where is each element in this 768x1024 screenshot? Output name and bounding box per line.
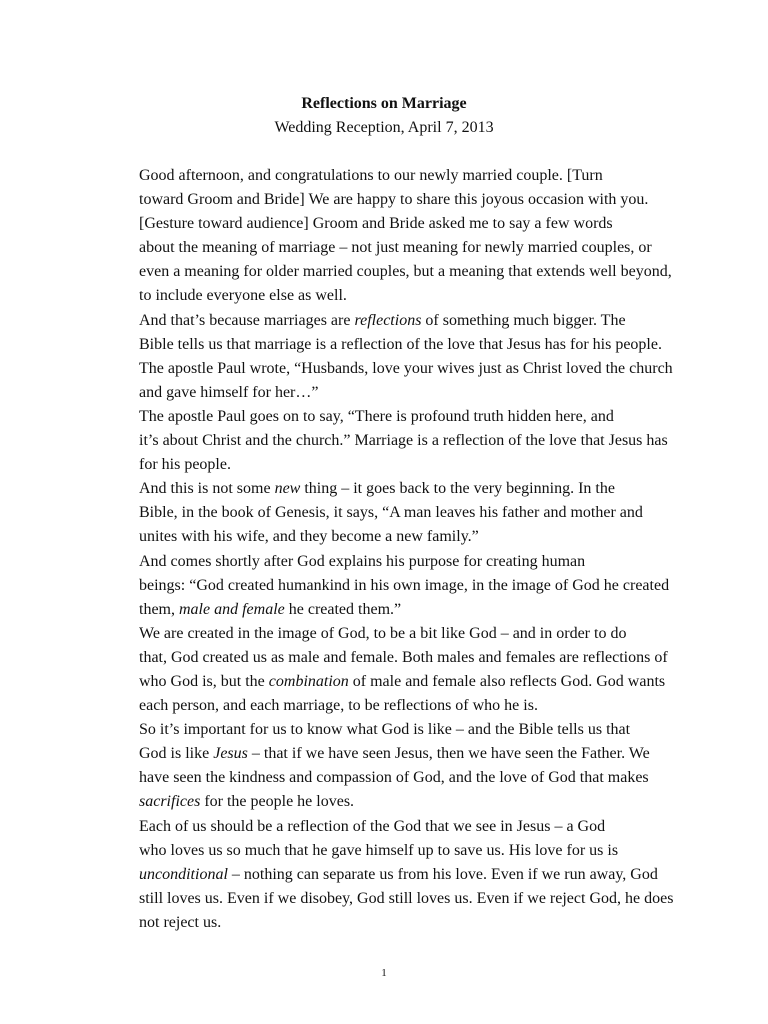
emphasized-text: reflections (354, 311, 422, 329)
text-run: them, (139, 600, 179, 618)
text-line (91, 646, 674, 670)
text-line (91, 188, 674, 212)
paragraph (91, 164, 674, 212)
text-line (91, 887, 674, 911)
text-run: God is like (139, 745, 214, 763)
text-run: of something much bigger. The (421, 311, 626, 329)
text-run: still loves us. Even if we disobey, God still loves us. Even if we reject God, he does (139, 889, 674, 907)
paragraph (91, 550, 674, 622)
text-run: have seen the kindness and compassion of God, and the love of God that makes (139, 769, 649, 787)
text-line (91, 284, 674, 308)
text-run: The apostle Paul wrote, “Husbands, love your wives just as Christ loved the church (139, 359, 673, 377)
page-title: Reflections on Marriage (301, 95, 467, 112)
text-line (91, 453, 674, 477)
emphasized-text: new (274, 480, 301, 498)
text-line (91, 381, 674, 405)
text-run: it’s about Christ and the church.” Marriage is a reflection of the love that Jesus has (139, 432, 668, 450)
text-run: Bible, in the book of Genesis, it says, “A man leaves his father and mother and (139, 504, 643, 522)
text-line (91, 212, 674, 236)
text-run: Each of us should be a reflection of the God that we see in Jesus – a God (139, 817, 606, 835)
text-line (91, 839, 674, 863)
text-run: thing – it goes back to the very beginning. In the (300, 480, 615, 498)
text-run: – that if we have seen Jesus, then we have seen the Father. We (247, 745, 650, 763)
text-line (91, 790, 674, 814)
text-line (91, 477, 674, 501)
text-run: not reject us. (139, 913, 222, 931)
text-line (91, 742, 674, 766)
text-line (91, 429, 674, 453)
text-run: And this is not some (139, 480, 275, 498)
page-subtitle: Wedding Reception, April 7, 2013 (274, 119, 494, 136)
text-run: even a meaning for older married couples, but a meaning that extends well beyond, (139, 263, 672, 281)
paragraph (91, 622, 674, 718)
text-line (91, 694, 674, 718)
paragraph (91, 477, 674, 549)
text-run: Bible tells us that marriage is a reflection of the love that Jesus has for his people. (139, 335, 662, 353)
text-line (91, 550, 674, 574)
text-line (91, 622, 674, 646)
text-run: The apostle Paul goes on to say, “There is profound truth hidden here, and (139, 407, 614, 425)
paragraph (91, 718, 674, 814)
paragraph (91, 309, 674, 405)
paragraph (91, 212, 674, 308)
text-run: toward Groom and Bride] We are happy to share this joyous occasion with you. (139, 191, 649, 209)
text-line (91, 815, 674, 839)
page-number: 1 (381, 967, 387, 979)
text-run: [Gesture toward audience] Groom and Bride asked me to say a few words (139, 215, 613, 233)
text-run: unites with his wife, and they become a new family.” (139, 528, 479, 546)
emphasized-text: sacrifices (139, 793, 201, 811)
text-run: of male and female also reflects God. God wants (348, 672, 666, 690)
text-run: for the people he loves. (200, 793, 355, 811)
emphasized-text: male and female (179, 600, 285, 618)
paragraph (91, 815, 674, 935)
text-run: We are created in the image of God, to be a bit like God – and in order to do (139, 624, 627, 642)
text-line (91, 357, 674, 381)
text-run: to include everyone else as well. (139, 287, 347, 305)
text-run: who God is, but the (139, 672, 269, 690)
text-line (91, 766, 674, 790)
speech-body (91, 164, 674, 935)
text-line (91, 863, 674, 887)
text-run: So it’s important for us to know what God is like – and the Bible tells us that (139, 721, 631, 739)
text-run: And that’s because marriages are (139, 311, 355, 329)
text-run: – nothing can separate us from his love. Even if we run away, God (227, 865, 658, 883)
text-line (91, 260, 674, 284)
text-run: about the meaning of marriage – not just meaning for newly married couples, or (139, 239, 652, 257)
text-run: each person, and each marriage, to be reflections of who he is. (139, 697, 538, 715)
text-line (91, 911, 674, 935)
text-line (91, 525, 674, 549)
text-line (91, 236, 674, 260)
text-run: and gave himself for her…” (139, 383, 319, 401)
text-line (91, 501, 674, 525)
text-run: beings: “God created humankind in his own image, in the image of God he created (139, 576, 670, 594)
text-line (91, 670, 674, 694)
text-run: he created them.” (284, 600, 402, 618)
text-line (91, 309, 674, 333)
text-run: that, God created us as male and female. Both males and females are reflections of (139, 648, 668, 666)
text-line (91, 164, 674, 188)
text-line (91, 405, 674, 429)
text-run: Good afternoon, and congratulations to our newly married couple. [Turn (139, 167, 603, 184)
emphasized-text: Jesus (213, 745, 248, 763)
text-line (91, 333, 674, 357)
text-run: for his people. (139, 456, 231, 474)
text-run: And comes shortly after God explains his purpose for creating human (139, 552, 586, 570)
emphasized-text: unconditional (139, 865, 228, 883)
text-run: who loves us so much that he gave himself up to save us. His love for us is (139, 841, 619, 859)
emphasized-text: combination (268, 672, 349, 690)
text-line (91, 574, 674, 598)
text-line (91, 718, 674, 742)
paragraph (91, 405, 674, 477)
text-line (91, 598, 674, 622)
